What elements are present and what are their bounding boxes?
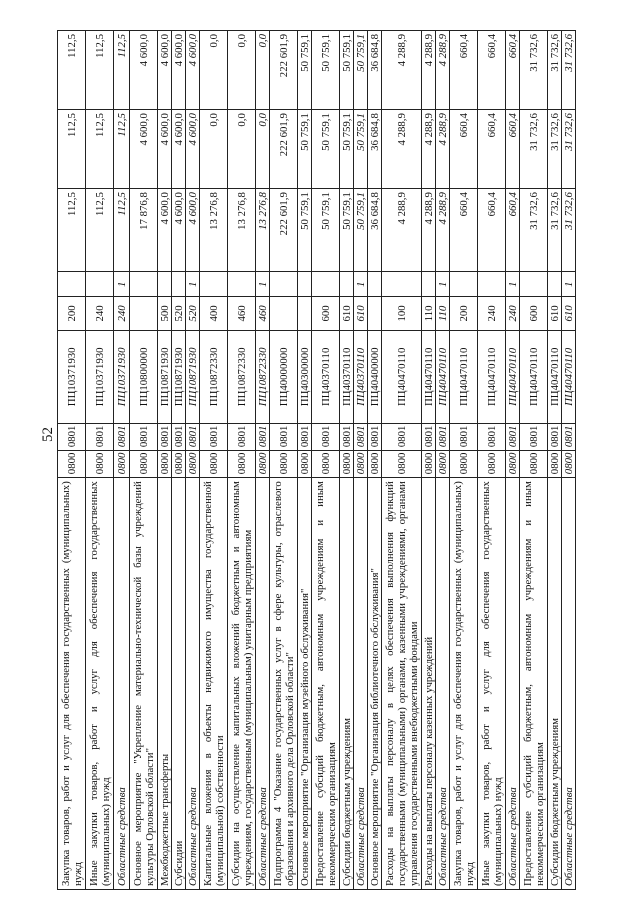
amount-year-2: 4 600,0	[186, 110, 200, 189]
amount-year-1: 13 276,8	[256, 189, 270, 272]
ministry-code: 0800	[506, 451, 520, 478]
table-row	[422, 31, 436, 890]
expense-type-code	[298, 297, 312, 330]
table-row	[450, 31, 478, 890]
row-name: Закупка товаров, работ и услуг для обеспечения государственных (муниципальных) нужд	[58, 478, 86, 890]
ministry-code: 0800	[368, 451, 382, 478]
amount-year-3: 31 732,6	[520, 31, 548, 110]
section-code: 0801	[382, 424, 422, 451]
funding-source-code: 1	[506, 272, 520, 297]
amount-year-1: 660,4	[450, 189, 478, 272]
expense-type-code: 460	[228, 297, 256, 330]
row-name: Субсидии	[172, 478, 186, 890]
ministry-code: 0800	[422, 451, 436, 478]
target-article-code: ПЦ10800000	[130, 330, 158, 424]
amount-year-3: 50 759,1	[312, 31, 340, 110]
section-code: 0801	[422, 424, 436, 451]
amount-year-2: 50 759,1	[312, 110, 340, 189]
ministry-code: 0800	[312, 451, 340, 478]
amount-year-2: 112,5	[114, 110, 130, 189]
amount-year-1: 660,4	[478, 189, 506, 272]
table-row	[354, 31, 368, 890]
amount-year-2: 0,0	[200, 110, 228, 189]
target-article-code: ПЦ40470110	[548, 330, 562, 424]
table-row	[436, 31, 450, 890]
row-name: Капитальные вложения в объекты недвижимого имущества государственной (муниципальной) собственности	[200, 478, 228, 890]
amount-year-3: 4 288,9	[436, 31, 450, 110]
amount-year-3: 4 288,9	[422, 31, 436, 110]
funding-source-code	[200, 272, 228, 297]
target-article-code: ПЦ40370110	[354, 330, 368, 424]
row-name: Областные средства	[562, 478, 576, 890]
expense-type-code: 110	[422, 297, 436, 330]
amount-year-3: 660,4	[450, 31, 478, 110]
ministry-code: 0800	[478, 451, 506, 478]
section-code: 0801	[478, 424, 506, 451]
amount-year-1: 36 684,8	[368, 189, 382, 272]
row-name: Предоставление субсидий бюджетным, автономным учреждениям и иным некоммерческим организациям	[312, 478, 340, 890]
funding-source-code	[478, 272, 506, 297]
expense-type-code: 200	[58, 297, 86, 330]
target-article-code: ПЦ10872330	[200, 330, 228, 424]
table-row	[130, 31, 158, 890]
target-article-code: ПЦ40470110	[436, 330, 450, 424]
amount-year-1: 50 759,1	[340, 189, 354, 272]
funding-source-code: 1	[436, 272, 450, 297]
funding-source-code	[130, 272, 158, 297]
amount-year-1: 112,5	[86, 189, 114, 272]
expense-type-code: 610	[354, 297, 368, 330]
table-row	[172, 31, 186, 890]
section-code: 0801	[368, 424, 382, 451]
target-article-code: ПЦ10871930	[158, 330, 172, 424]
amount-year-3: 31 732,6	[548, 31, 562, 110]
amount-year-2: 31 732,6	[548, 110, 562, 189]
amount-year-3: 4 288,9	[382, 31, 422, 110]
amount-year-3: 50 759,1	[340, 31, 354, 110]
row-name: Подпрограмма 4 "Оказание государственных услуг в сфере культуры, отраслевого образования и архивного дела Орловской области"	[270, 478, 298, 890]
ministry-code: 0800	[58, 451, 86, 478]
amount-year-1: 112,5	[114, 189, 130, 272]
amount-year-2: 4 600,0	[172, 110, 186, 189]
target-article-code: ПЦ40470110	[422, 330, 436, 424]
target-article-code: ПЦ10371930	[86, 330, 114, 424]
section-code: 0801	[228, 424, 256, 451]
amount-year-2: 4 288,9	[382, 110, 422, 189]
amount-year-2: 0,0	[256, 110, 270, 189]
table-row	[298, 31, 312, 890]
section-code: 0801	[172, 424, 186, 451]
funding-source-code	[340, 272, 354, 297]
table-row	[312, 31, 340, 890]
amount-year-1: 4 600,0	[172, 189, 186, 272]
amount-year-1: 31 732,6	[520, 189, 548, 272]
row-name: Субсидии на осуществление капитальных вложений бюджетным и автономным учреждениям, государственным (муниципальным) унитарным предприятиям	[228, 478, 256, 890]
amount-year-2: 0,0	[228, 110, 256, 189]
expense-type-code	[368, 297, 382, 330]
expense-type-code: 610	[340, 297, 354, 330]
amount-year-3: 31 732,6	[562, 31, 576, 110]
expense-type-code: 240	[114, 297, 130, 330]
table-row	[58, 31, 86, 890]
expense-type-code: 610	[548, 297, 562, 330]
expense-type-code: 240	[478, 297, 506, 330]
amount-year-3: 0,0	[200, 31, 228, 110]
section-code: 0801	[158, 424, 172, 451]
amount-year-3: 4 600,0	[172, 31, 186, 110]
amount-year-3: 4 600,0	[130, 31, 158, 110]
amount-year-2: 50 759,1	[354, 110, 368, 189]
ministry-code: 0800	[200, 451, 228, 478]
funding-source-code	[368, 272, 382, 297]
target-article-code: ПЦ10371930	[114, 330, 130, 424]
amount-year-1: 50 759,1	[354, 189, 368, 272]
expense-type-code: 500	[158, 297, 172, 330]
amount-year-1: 17 876,8	[130, 189, 158, 272]
table-row	[86, 31, 114, 890]
expense-type-code: 200	[450, 297, 478, 330]
amount-year-3: 112,5	[114, 31, 130, 110]
row-name: Областные средства	[354, 478, 368, 890]
amount-year-3: 112,5	[58, 31, 86, 110]
table-row	[158, 31, 172, 890]
section-code: 0801	[520, 424, 548, 451]
expense-type-code: 460	[256, 297, 270, 330]
funding-source-code	[382, 272, 422, 297]
funding-source-code	[158, 272, 172, 297]
amount-year-2: 4 288,9	[436, 110, 450, 189]
amount-year-3: 4 600,0	[158, 31, 172, 110]
section-code: 0801	[298, 424, 312, 451]
section-code: 0801	[58, 424, 86, 451]
budget-table-body	[58, 31, 576, 890]
amount-year-1: 222 601,9	[270, 189, 298, 272]
amount-year-1: 50 759,1	[312, 189, 340, 272]
amount-year-2: 660,4	[450, 110, 478, 189]
target-article-code: ПЦ40470110	[562, 330, 576, 424]
ministry-code: 0800	[298, 451, 312, 478]
amount-year-2: 222 601,9	[270, 110, 298, 189]
page-number: 52	[40, 427, 56, 442]
funding-source-code	[58, 272, 86, 297]
table-row	[200, 31, 228, 890]
ministry-code: 0800	[270, 451, 298, 478]
expense-type-code: 240	[506, 297, 520, 330]
row-name: Иные закупки товаров, работ и услуг для обеспечения государственных (муниципальных) нужд	[478, 478, 506, 890]
funding-source-code	[312, 272, 340, 297]
section-code: 0801	[270, 424, 298, 451]
funding-source-code	[520, 272, 548, 297]
amount-year-2: 50 759,1	[340, 110, 354, 189]
row-name: Областные средства	[506, 478, 520, 890]
row-name: Межбюджетные трансферты	[158, 478, 172, 890]
section-code: 0801	[186, 424, 200, 451]
amount-year-1: 31 732,6	[562, 189, 576, 272]
target-article-code: ПЦ40400000	[368, 330, 382, 424]
target-article-code: ПЦ40470110	[506, 330, 520, 424]
amount-year-2: 50 759,1	[298, 110, 312, 189]
amount-year-2: 31 732,6	[562, 110, 576, 189]
amount-year-3: 222 601,9	[270, 31, 298, 110]
ministry-code: 0800	[520, 451, 548, 478]
section-code: 0801	[114, 424, 130, 451]
table-row	[382, 31, 422, 890]
funding-source-code	[270, 272, 298, 297]
expense-type-code: 600	[520, 297, 548, 330]
target-article-code: ПЦ40470110	[520, 330, 548, 424]
amount-year-2: 4 600,0	[158, 110, 172, 189]
amount-year-2: 112,5	[86, 110, 114, 189]
ministry-code: 0800	[562, 451, 576, 478]
expense-type-code: 520	[172, 297, 186, 330]
expense-type-code: 610	[562, 297, 576, 330]
section-code: 0801	[436, 424, 450, 451]
ministry-code: 0800	[114, 451, 130, 478]
row-name: Субсидии бюджетным учреждениям	[548, 478, 562, 890]
expense-type-code	[130, 297, 158, 330]
amount-year-1: 112,5	[58, 189, 86, 272]
section-code: 0801	[312, 424, 340, 451]
expense-type-code: 400	[200, 297, 228, 330]
target-article-code: ПЦ40300000	[298, 330, 312, 424]
amount-year-1: 4 288,9	[436, 189, 450, 272]
target-article-code: ПЦ10872330	[228, 330, 256, 424]
row-name: Основное мероприятие "Организация библиотечного обслуживания"	[368, 478, 382, 890]
amount-year-1: 4 288,9	[422, 189, 436, 272]
section-code: 0801	[340, 424, 354, 451]
table-row	[186, 31, 200, 890]
funding-source-code: 1	[256, 272, 270, 297]
amount-year-3: 50 759,1	[298, 31, 312, 110]
table-row	[114, 31, 130, 890]
row-name: Областные средства	[186, 478, 200, 890]
amount-year-2: 112,5	[58, 110, 86, 189]
expense-type-code	[270, 297, 298, 330]
budget-table	[57, 30, 576, 890]
ministry-code: 0800	[548, 451, 562, 478]
section-code: 0801	[450, 424, 478, 451]
target-article-code: ПЦ10872330	[256, 330, 270, 424]
amount-year-3: 50 759,1	[354, 31, 368, 110]
ministry-code: 0800	[256, 451, 270, 478]
section-code: 0801	[354, 424, 368, 451]
table-row	[228, 31, 256, 890]
table-row	[270, 31, 298, 890]
amount-year-1: 660,4	[506, 189, 520, 272]
ministry-code: 0800	[354, 451, 368, 478]
ministry-code: 0800	[186, 451, 200, 478]
target-article-code: ПЦ10371930	[58, 330, 86, 424]
funding-source-code	[298, 272, 312, 297]
funding-source-code: 1	[354, 272, 368, 297]
ministry-code: 0800	[340, 451, 354, 478]
funding-source-code: 1	[562, 272, 576, 297]
target-article-code: ПЦ40370110	[312, 330, 340, 424]
funding-source-code	[86, 272, 114, 297]
section-code: 0801	[506, 424, 520, 451]
amount-year-3: 4 600,0	[186, 31, 200, 110]
amount-year-1: 13 276,8	[200, 189, 228, 272]
row-name: Основное мероприятие "Организация музейного обслуживания"	[298, 478, 312, 890]
target-article-code: ПЦ10871930	[186, 330, 200, 424]
amount-year-2: 31 732,6	[520, 110, 548, 189]
section-code: 0801	[200, 424, 228, 451]
section-code: 0801	[562, 424, 576, 451]
target-article-code: ПЦ40470110	[478, 330, 506, 424]
table-row	[340, 31, 354, 890]
funding-source-code	[422, 272, 436, 297]
row-name: Областные средства	[436, 478, 450, 890]
amount-year-3: 36 684,8	[368, 31, 382, 110]
expense-type-code: 100	[382, 297, 422, 330]
table-row	[548, 31, 562, 890]
target-article-code: ПЦ40370110	[340, 330, 354, 424]
amount-year-2: 36 684,8	[368, 110, 382, 189]
row-name: Областные средства	[256, 478, 270, 890]
expense-type-code: 520	[186, 297, 200, 330]
ministry-code: 0800	[450, 451, 478, 478]
amount-year-3: 660,4	[506, 31, 520, 110]
funding-source-code	[172, 272, 186, 297]
row-name: Иные закупки товаров, работ и услуг для обеспечения государственных (муниципальных) нужд	[86, 478, 114, 890]
ministry-code: 0800	[86, 451, 114, 478]
row-name: Основное мероприятие "Укрепление материально-технической базы учреждений культуры Орловской области"	[130, 478, 158, 890]
ministry-code: 0800	[382, 451, 422, 478]
ministry-code: 0800	[436, 451, 450, 478]
expense-type-code: 240	[86, 297, 114, 330]
amount-year-1: 4 600,0	[186, 189, 200, 272]
table-row	[368, 31, 382, 890]
target-article-code: ПЦ40470110	[450, 330, 478, 424]
ministry-code: 0800	[158, 451, 172, 478]
amount-year-2: 660,4	[478, 110, 506, 189]
amount-year-1: 4 600,0	[158, 189, 172, 272]
row-name: Областные средства	[114, 478, 130, 890]
table-row	[478, 31, 506, 890]
target-article-code: ПЦ40470110	[382, 330, 422, 424]
ministry-code: 0800	[228, 451, 256, 478]
funding-source-code	[450, 272, 478, 297]
row-name: Закупка товаров, работ и услуг для обеспечения государственных (муниципальных) нужд	[450, 478, 478, 890]
row-name: Расходы на выплаты персоналу казенных учреждений	[422, 478, 436, 890]
row-name: Субсидии бюджетным учреждениям	[340, 478, 354, 890]
table-row	[256, 31, 270, 890]
ministry-code: 0800	[130, 451, 158, 478]
table-row	[562, 31, 576, 890]
amount-year-2: 4 288,9	[422, 110, 436, 189]
row-name: Предоставление субсидий бюджетным, автономным учреждениям и иным некоммерческим организациям	[520, 478, 548, 890]
funding-source-code: 1	[114, 272, 130, 297]
budget-table-sheet	[57, 30, 587, 890]
section-code: 0801	[86, 424, 114, 451]
section-code: 0801	[130, 424, 158, 451]
amount-year-1: 31 732,6	[548, 189, 562, 272]
amount-year-1: 50 759,1	[298, 189, 312, 272]
row-name: Расходы на выплаты персоналу в целях обеспечения выполнения функций государственными (муниципальными) органами, казенными учреждениями, органами управления государственными внебюджетными фондами	[382, 478, 422, 890]
target-article-code: ПЦ40000000	[270, 330, 298, 424]
amount-year-2: 660,4	[506, 110, 520, 189]
table-row	[506, 31, 520, 890]
amount-year-3: 112,5	[86, 31, 114, 110]
section-code: 0801	[256, 424, 270, 451]
target-article-code: ПЦ10871930	[172, 330, 186, 424]
amount-year-3: 0,0	[228, 31, 256, 110]
section-code: 0801	[548, 424, 562, 451]
amount-year-3: 660,4	[478, 31, 506, 110]
table-row	[520, 31, 548, 890]
amount-year-2: 4 600,0	[130, 110, 158, 189]
amount-year-3: 0,0	[256, 31, 270, 110]
amount-year-1: 13 276,8	[228, 189, 256, 272]
amount-year-1: 4 288,9	[382, 189, 422, 272]
funding-source-code	[228, 272, 256, 297]
expense-type-code: 600	[312, 297, 340, 330]
expense-type-code: 110	[436, 297, 450, 330]
ministry-code: 0800	[172, 451, 186, 478]
funding-source-code: 1	[186, 272, 200, 297]
funding-source-code	[548, 272, 562, 297]
